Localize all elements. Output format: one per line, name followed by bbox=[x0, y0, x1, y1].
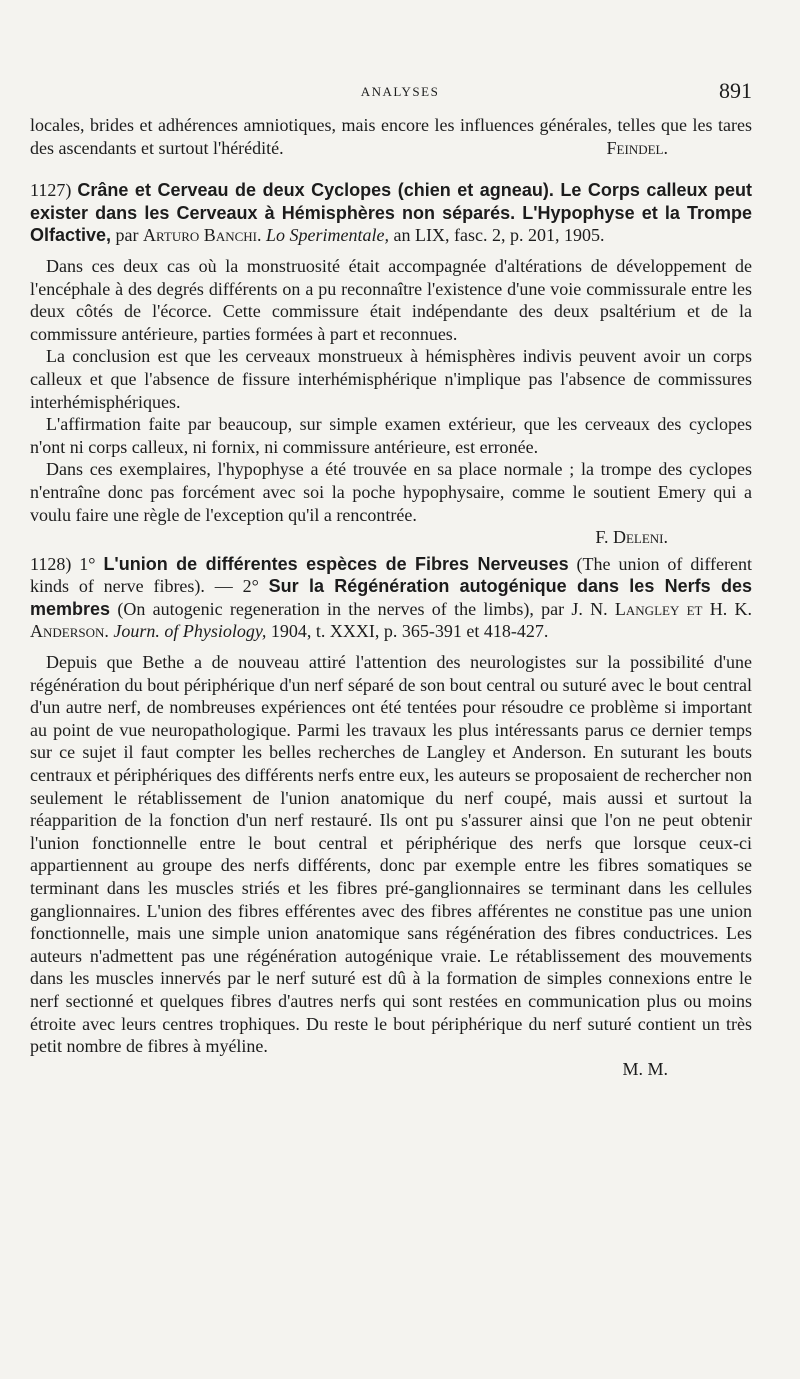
entry-1128-journal: Journ. of Physiology, bbox=[113, 621, 267, 642]
entry-1128-part1-title: L'union de différentes espèces de Fibres Nerveuses bbox=[103, 553, 569, 574]
signature-deleni: F. Deleni. bbox=[595, 527, 668, 548]
entry-1128-paragraph: Depuis que Bethe a de nouveau attiré l'attention des neurologistes sur la possibilité d'une régénération du bout périphérique d'un nerf séparé de son bout central ou suturé avec le bout central d'un autre nerf, de nombreuses expériences ont été tentées pour résoudre ce problème si important au point de vue neuropathologique. Parmi les travaux les plus intéressants parus ce dernier temps sur ce sujet il faut compter les belles recherches de Langley et Anderson. En suturant les bouts centraux et périphériques des différents nerfs entre eux, les auteurs se proposaient de rechercher non seulement le rétablissement de l'union anatomique du nerf coupé, mais aussi et surtout la réapparition de la fonction d'un nerf restauré. Ils ont pu s'assurer ainsi que l'on ne peut obtenir l'union fonctionnelle entre le bout central et périphérique des nerfs que lorsque ceux-ci appartiennent au groupe des nerfs différents, donc par exemple entre les fibres somatiques se terminant dans les muscles striés et les fibres pré-ganglionnaires se terminant dans les cellules ganglionnaires. L'union des fibres efférentes avec des fibres afférentes ne constitue pas une union fonctionnelle, mais une simple union anatomique sans régénération des fibres conductrices. Les auteurs n'admettent pas une régénération autogénique vraie. Le rétablissement des mouvements dans les muscles innervés par le nerf suturé est dû à la formation de simples connexions entre le nerf sectionné et quelques fibres d'autres nerfs qui sont restées en communication plus ou moins étroite avec leurs centres trophiques. Du reste le bout périphérique du nerf suturé contient un très petit nombre de fibres à myéline. bbox=[30, 652, 752, 1057]
entry-1128-part2-translation: (On autogenic regeneration in the nerves of the limbs), bbox=[117, 598, 534, 619]
signature-mm: M. M. bbox=[622, 1058, 668, 1079]
entry-1128-heading bbox=[30, 553, 752, 643]
entry-1127-author: Arturo Banchi. bbox=[143, 225, 262, 246]
continuation-text: locales, brides et adhérences amniotiques, mais encore les influences générales, telles que les tares des ascendants et surtout l'hérédité. bbox=[30, 115, 752, 158]
entry-1127-paragraph: Dans ces exemplaires, l'hypophyse a été trouvée en sa place normale ; la trompe des cyclopes n'entraîne donc pas forcément avec soi la poche hypophysaire, comme le soutient Emery qui a voulu faire une règle de l'exception qu'il a rencontrée. bbox=[30, 459, 752, 525]
entry-1128-part2-title: Sur la Régénération autogénique dans les Nerfs des membres bbox=[30, 576, 753, 619]
page-number: 891 bbox=[719, 78, 752, 103]
entry-1127-paragraph: Dans ces deux cas où la monstruosité était accompagnée d'altérations de développement de l'encéphale à des degrés différents on a pu reconnaître l'existence d'une voie commissurale entre les deux côtés de l'écorce. Cette commissure était indépendante des deux psaltérium et de la commissure antérieure, parties formées à part et reconnues. bbox=[30, 255, 752, 344]
entry-1128-part1-translation: (The union of different kinds of nerve fibres). bbox=[30, 553, 752, 597]
entry-1128-part2-num: 2° bbox=[242, 576, 259, 597]
entry-1127-journal: Lo Sperimentale, bbox=[265, 225, 389, 246]
running-head: ANALYSES bbox=[360, 84, 440, 99]
entry-1128-authors: J. N. Langley et H. K. Anderson. bbox=[30, 598, 753, 642]
entry-1127-paragraph: L'affirmation faite par beaucoup, sur simple examen extérieur, que les cerveaux des cyclopes n'ont ni corps calleux, ni fornix, ni commissure antérieure, est erronée. bbox=[30, 414, 752, 457]
entry-1128-citation: 1904, t. XXXI, p. 365-391 et 418-427. bbox=[270, 621, 549, 642]
continuation-paragraph bbox=[30, 114, 752, 159]
entry-1127-heading bbox=[30, 179, 752, 247]
entry-1127-number: 1127) bbox=[30, 180, 72, 201]
entry-1127-title: Crâne et Cerveau de deux Cyclopes (chien et agneau). Le Corps calleux peut exister dans les Cerveaux à Hémisphères non séparés. L'Hypophyse et la Trompe Olfactive, bbox=[30, 180, 753, 246]
page-body bbox=[30, 114, 752, 1080]
signature-feindel: Feindel. bbox=[606, 137, 668, 158]
entry-1127-citation: an LIX, fasc. 2, p. 201, 1905. bbox=[393, 225, 605, 246]
entry-1128-part1-num: 1° bbox=[79, 553, 96, 574]
entry-1128-dash: — bbox=[214, 576, 233, 597]
entry-1127-paragraph: La conclusion est que les cerveaux monstrueux à hémisphères indivis peuvent avoir un corps calleux et que l'absence de fissure interhémisphérique n'implique pas l'absence de commissures interhémisphériques. bbox=[30, 346, 752, 412]
entry-1128-number: 1128) bbox=[30, 553, 72, 574]
entry-1128-by: par bbox=[541, 598, 565, 619]
entry-1127-by: par bbox=[115, 225, 139, 246]
page-header bbox=[0, 78, 800, 110]
